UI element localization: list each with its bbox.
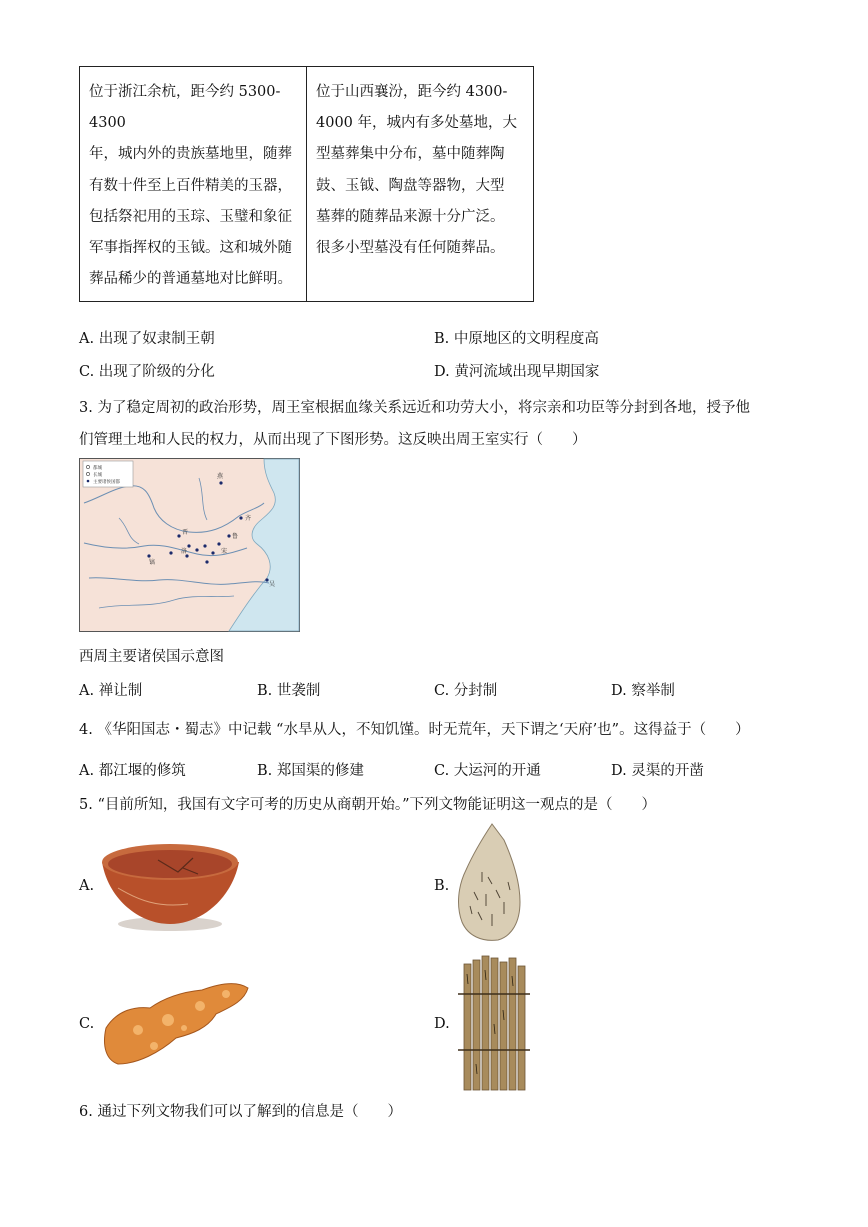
q3-stem-line2: 们管理土地和人民的权力，从而出现了下图形势。这反映出周王室实行（ ） xyxy=(79,432,587,448)
painted-pottery-bowl-image[interactable] xyxy=(98,838,243,934)
q5-option-a-label[interactable]: A. xyxy=(79,878,95,894)
table-line: 鼓、玉钺、陶盘等器物，大型 xyxy=(316,177,505,194)
q3-option-c[interactable]: C. 分封制 xyxy=(434,683,498,699)
q5-option-d-label[interactable]: D. xyxy=(434,1016,450,1032)
q6-stem: 6. 通过下列文物我们可以了解到的信息是（ ） xyxy=(79,1104,402,1120)
q4-option-b[interactable]: B. 郑国渠的修建 xyxy=(257,763,364,779)
map-label-hao: 镐 xyxy=(149,559,156,566)
table-line: 包括祭祀用的玉琮、玉璧和象征 xyxy=(89,208,292,225)
map-label-jin: 晋 xyxy=(182,529,189,536)
table-line: 葬品稀少的普通墓地对比鲜明。 xyxy=(89,271,292,288)
q3-option-d[interactable]: D. 察举制 xyxy=(611,683,675,699)
legend-capital: 都城 xyxy=(93,466,102,471)
map-label-lu: 鲁 xyxy=(232,533,239,540)
map-caption: 西周主要诸侯国示意图 xyxy=(79,649,224,665)
q3-stem-line1: 3. 为了稳定周初的政治形势，周王室根据血缘关系远近和功劳大小，将宗亲和功臣等分封到各地，授予他 xyxy=(79,400,750,416)
table-line: 型墓葬集中分布，墓中随葬陶 xyxy=(316,146,505,163)
q5-stem: 5. “目前所知，我国有文字可考的历史从商朝开始。”下列文物能证明这一观点的是（ ） xyxy=(79,797,657,813)
map-label-yan: 燕 xyxy=(217,473,224,480)
map-label-song: 宋 xyxy=(221,548,228,555)
q4-option-a[interactable]: A. 都江堰的修筑 xyxy=(79,763,186,779)
table-line: 4000 年，城内有多处墓地，大 xyxy=(316,115,518,132)
table-line: 军事指挥权的玉钺。这和城外随 xyxy=(89,240,292,257)
table-line: 位于浙江余杭，距今约 5300-4300 xyxy=(89,84,281,132)
oracle-bone-image[interactable] xyxy=(452,822,524,944)
gold-leaf-image[interactable] xyxy=(98,968,252,1074)
legend-wall: 长城 xyxy=(93,473,102,478)
q4-stem: 4. 《华阳国志・蜀志》中记载 “水旱从人，不知饥馑。时无荒年，天下谓之‘天府’也”。这得益于（ ） xyxy=(79,722,750,738)
table-cell-taosi xyxy=(307,67,534,302)
bamboo-slips-image[interactable] xyxy=(456,954,532,1094)
map-label-luo: 洛 xyxy=(181,548,188,555)
table-line: 年，城内外的贵族墓地里，随葬 xyxy=(89,146,292,163)
q2-option-a[interactable]: A. 出现了奴隶制王朝 xyxy=(79,331,215,347)
table-line: 很多小型墓没有任何随葬品。 xyxy=(316,240,505,257)
q4-option-d[interactable]: D. 灵渠的开凿 xyxy=(611,763,704,779)
table-line: 有数十件至上百件精美的玉器， xyxy=(89,177,292,194)
table-line: 位于山西襄汾，距今约 4300- xyxy=(316,84,508,100)
q4-option-c[interactable]: C. 大运河的开通 xyxy=(434,763,541,779)
legend-states: 主要诸侯国都 xyxy=(93,480,120,485)
q3-option-a[interactable]: A. 禅让制 xyxy=(79,683,143,699)
q2-option-c[interactable]: C. 出现了阶级的分化 xyxy=(79,364,215,380)
q5-option-c-label[interactable]: C. xyxy=(79,1016,95,1032)
q2-option-d[interactable]: D. 黄河流域出现早期国家 xyxy=(434,364,600,380)
q3-option-b[interactable]: B. 世袭制 xyxy=(257,683,321,699)
table-line: 墓葬的随葬品来源十分广泛。 xyxy=(316,208,505,225)
table-cell-liangzhu xyxy=(80,67,307,302)
western-zhou-map xyxy=(79,458,300,632)
q5-option-b-label[interactable]: B. xyxy=(434,878,450,894)
map-label-qi: 齐 xyxy=(245,515,252,522)
q2-option-b[interactable]: B. 中原地区的文明程度高 xyxy=(434,331,599,347)
map-label-wu: 吴 xyxy=(269,581,276,588)
comparison-table xyxy=(79,66,534,302)
